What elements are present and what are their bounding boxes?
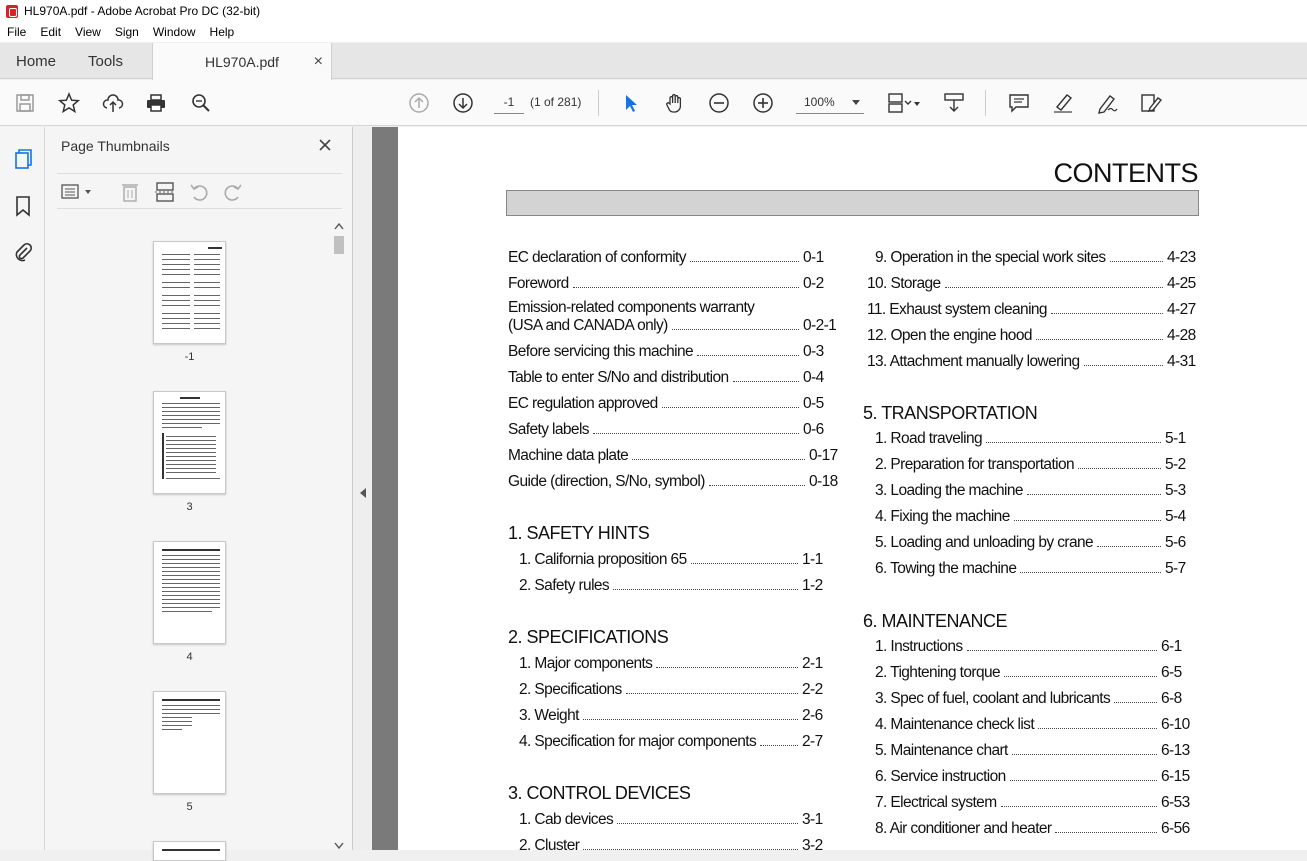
tab-tools[interactable]: Tools <box>88 52 124 70</box>
window-title: HL970A.pdf - Adobe Acrobat Pro DC (32-bit) <box>24 4 261 18</box>
panel-title: Page Thumbnails <box>61 138 170 154</box>
toc-entry[interactable]: 2. Cluster 3-2 <box>519 837 823 854</box>
toc-entry[interactable]: 4. Maintenance check list 6-10 <box>875 716 1190 733</box>
toc-entry[interactable]: EC declaration of conformity 0-1 <box>508 249 824 266</box>
toc-entry[interactable]: 8. Air conditioner and heater 6-56 <box>875 820 1190 837</box>
toc-entry[interactable]: Machine data plate 0-17 <box>508 447 838 464</box>
section-heading[interactable]: 2. SPECIFICATIONS <box>508 627 669 647</box>
menu-window[interactable]: Window <box>152 25 196 39</box>
tab-document-label: HL970A.pdf <box>205 53 279 70</box>
thumbnail-label: 3 <box>186 501 193 513</box>
zoom-level-select[interactable] <box>796 90 864 114</box>
zoom-level-value: 100% <box>804 95 835 109</box>
menu-help[interactable]: Help <box>209 25 235 39</box>
page-thumbnail[interactable] <box>153 241 226 344</box>
section-heading[interactable]: 1. SAFETY HINTS <box>508 523 650 543</box>
page-thumbnail[interactable] <box>153 541 226 644</box>
toc-entry[interactable]: 10. Storage 4-25 <box>867 275 1196 292</box>
toc-entry[interactable]: 1. California proposition 65 1-1 <box>519 551 823 568</box>
next-page-icon[interactable] <box>451 91 475 115</box>
toc-entry[interactable]: 1. Road traveling 5-1 <box>875 430 1186 447</box>
page-thumbnail[interactable] <box>153 691 226 794</box>
page-thumbnail[interactable] <box>153 841 226 861</box>
thumbnails-panel <box>45 127 352 850</box>
toc-entry-line1[interactable]: Emission-related components warranty <box>508 299 755 316</box>
toc-entry[interactable]: 4. Specification for major components 2-7 <box>519 733 823 750</box>
attachment-icon[interactable] <box>11 240 35 264</box>
page-number-input[interactable]: -1 <box>494 90 524 114</box>
toc-entry[interactable]: EC regulation approved 0-5 <box>508 395 824 412</box>
toc-entry[interactable]: 3. Loading the machine 5-3 <box>875 482 1186 499</box>
toc-entry[interactable]: (USA and CANADA only) 0-2-1 <box>508 317 837 334</box>
sign-pen-icon[interactable] <box>1095 91 1119 115</box>
select-cursor-icon[interactable] <box>619 91 643 115</box>
acrobat-icon <box>6 5 18 18</box>
toc-entry[interactable]: 6. Service instruction 6-15 <box>875 768 1190 785</box>
prev-page-icon[interactable] <box>407 91 431 115</box>
chevron-down-icon <box>852 100 860 105</box>
upload-cloud-icon[interactable] <box>101 91 125 115</box>
toc-entry[interactable]: 13. Attachment manually lowering 4-31 <box>867 353 1196 370</box>
scroll-down-icon[interactable] <box>334 842 344 850</box>
hand-tool-icon[interactable] <box>663 91 687 115</box>
menu-bar <box>0 22 1307 42</box>
extract-page-icon[interactable] <box>154 181 176 203</box>
page-display-icon[interactable] <box>886 91 920 115</box>
rotate-left-icon[interactable] <box>188 181 210 203</box>
thumbnail-tools <box>57 173 342 209</box>
thumbnail-label: 5 <box>186 801 193 813</box>
toc-entry[interactable]: Table to enter S/No and distribution 0-4 <box>508 369 824 386</box>
section-heading[interactable]: 6. MAINTENANCE <box>863 611 1008 631</box>
title-bar <box>0 0 1307 22</box>
menu-file[interactable]: File <box>7 25 27 39</box>
save-icon[interactable] <box>13 91 37 115</box>
toc-entry[interactable]: 1. Cab devices 3-1 <box>519 811 823 828</box>
toolbar-divider <box>598 90 599 116</box>
toc-entry[interactable]: 2. Tightening torque 6-5 <box>875 664 1182 681</box>
toc-entry[interactable]: 9. Operation in the special work sites 4-23 <box>875 249 1196 266</box>
tab-home[interactable]: Home <box>16 52 57 70</box>
page-thumbnail[interactable] <box>153 391 226 494</box>
title-rule-bar <box>506 190 1199 216</box>
scroll-up-icon[interactable] <box>334 222 344 230</box>
highlight-pen-icon[interactable] <box>1051 91 1075 115</box>
toc-entry[interactable]: Before servicing this machine 0-3 <box>508 343 824 360</box>
toc-entry[interactable]: 7. Electrical system 6-53 <box>875 794 1190 811</box>
toc-entry[interactable]: 1. Major components 2-1 <box>519 655 823 672</box>
thumbnail-scrollbar[interactable] <box>332 220 346 850</box>
options-menu-icon[interactable] <box>61 182 97 202</box>
close-icon[interactable] <box>317 137 333 153</box>
tab-close-icon[interactable]: × <box>313 52 323 70</box>
bookmark-icon[interactable] <box>11 194 35 218</box>
zoom-out-icon[interactable] <box>707 91 731 115</box>
tab-bar <box>0 43 1307 79</box>
menu-edit[interactable]: Edit <box>40 25 62 39</box>
toc-entry[interactable]: 2. Specifications 2-2 <box>519 681 823 698</box>
page-thumbnails-icon[interactable] <box>11 147 35 171</box>
section-heading[interactable]: 5. TRANSPORTATION <box>863 403 1038 423</box>
zoom-in-icon[interactable] <box>751 91 775 115</box>
contents-title: CONTENTS <box>1053 158 1198 188</box>
star-icon[interactable] <box>57 91 81 115</box>
toc-entry[interactable]: 5. Loading and unloading by crane 5-6 <box>875 534 1186 551</box>
panel-splitter[interactable] <box>352 127 372 850</box>
toc-entry[interactable]: 12. Open the engine hood 4-28 <box>867 327 1196 344</box>
thumbnail-label: -1 <box>184 351 195 363</box>
delete-icon[interactable] <box>120 181 140 203</box>
section-heading[interactable]: 3. CONTROL DEVICES <box>508 783 691 803</box>
toc-entry[interactable]: 3. Spec of fuel, coolant and lubricants 6-8 <box>875 690 1182 707</box>
rotate-right-icon[interactable] <box>222 181 244 203</box>
zoom-search-icon[interactable] <box>189 91 213 115</box>
scrollbar-thumb[interactable] <box>334 236 344 254</box>
toc-entry[interactable]: Guide (direction, S/No, symbol) 0-18 <box>508 473 838 490</box>
tab-document[interactable] <box>152 43 332 80</box>
toolbar <box>0 80 1307 126</box>
toc-entry[interactable]: 2. Safety rules 1-2 <box>519 577 823 594</box>
collapse-arrow-icon[interactable] <box>360 488 366 498</box>
toc-entry[interactable]: Safety labels 0-6 <box>508 421 824 438</box>
toc-entry[interactable]: 3. Weight 2-6 <box>519 707 823 724</box>
scroll-mode-icon[interactable] <box>942 91 966 115</box>
thumbnail-label: 4 <box>186 651 193 663</box>
toc-entry[interactable]: 4. Fixing the machine 5-4 <box>875 508 1186 525</box>
toc-entry[interactable]: Foreword 0-2 <box>508 275 824 292</box>
print-icon[interactable] <box>144 91 168 115</box>
page-count: (1 of 281) <box>530 95 582 109</box>
menu-sign[interactable]: Sign <box>114 25 139 39</box>
menu-view[interactable]: View <box>75 25 101 39</box>
toolbar-divider <box>985 90 986 116</box>
comment-icon[interactable] <box>1007 91 1031 115</box>
toc-entry[interactable]: 2. Preparation for transportation 5-2 <box>875 456 1186 473</box>
toc-entry[interactable]: 5. Maintenance chart 6-13 <box>875 742 1190 759</box>
fill-sign-icon[interactable] <box>1139 91 1163 115</box>
toc-entry[interactable]: 11. Exhaust system cleaning 4-27 <box>867 301 1196 318</box>
toc-entry[interactable]: 1. Instructions 6-1 <box>875 638 1182 655</box>
left-rail <box>0 127 45 850</box>
toc-entry[interactable]: 6. Towing the machine 5-7 <box>875 560 1186 577</box>
